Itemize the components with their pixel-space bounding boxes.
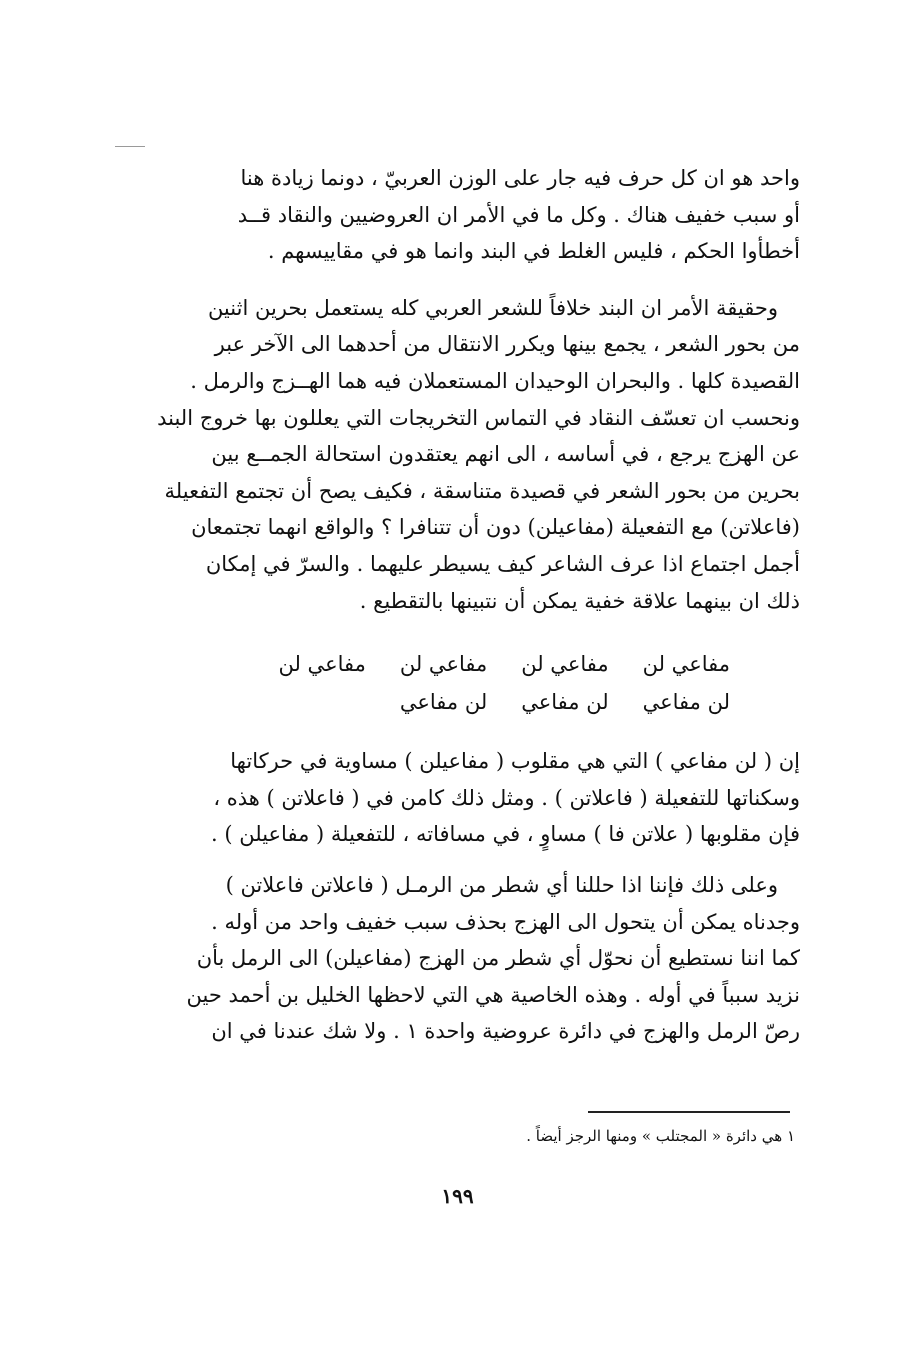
verse-block <box>120 645 800 721</box>
verse-line <box>120 645 800 683</box>
text-line: أخطأوا الحكم ، فليس الغلط في البند وانما هو في مقاييسهم . <box>267 239 800 264</box>
verse-foot: لن مفاعي <box>642 690 730 715</box>
paragraph-2 <box>120 290 800 619</box>
text-line: وجدناه يمكن أن يتحول الى الهزج بحذف سبب خفيف واحد من أوله . <box>211 909 800 934</box>
text-line: من بحور الشعر ، يجمع بينها ويكرر الانتقال من أحدهما الى الآخر عبر <box>214 332 800 357</box>
paragraph-1 <box>120 160 800 270</box>
footnote: ١ هي دائرة « المجتلب » ومنها الرجز أيضاً . <box>526 1127 795 1145</box>
paragraph-4 <box>120 867 800 1050</box>
verse-foot: مفاعي لن <box>278 652 366 677</box>
text-line: ونحسب ان تعسّف النقاد في التماس التخريجات التي يعللون بها خروج البند <box>157 405 800 430</box>
page-body <box>120 160 800 1050</box>
text-line: (فاعلاتن) مع التفعيلة (مفاعيلن) دون أن تتنافرا ؟ والواقع انهما تجتمعان <box>191 515 800 540</box>
page-number: ١٩٩ <box>441 1184 474 1208</box>
verse-foot: لن مفاعي <box>521 690 609 715</box>
text-line: فإن مقلوبها ( علاتن فا ) مساوٍ ، في مسافاته ، للتفعيلة ( مفاعيلن ) . <box>211 822 800 847</box>
text-line: القصيدة كلها . والبحران الوحيدان المستعملان فيه هما الهــزج والرمل . <box>190 368 800 393</box>
text-line: رصّ الرمل والهزج في دائرة عروضية واحدة ١ . ولا شك عندنا في ان <box>211 1019 800 1044</box>
text-line: إن ( لن مفاعي ) التي هي مقلوب ( مفاعيلن ) مساوية في حركاتها <box>230 749 800 774</box>
text-line: وحقيقة الأمر ان البند خلافاً للشعر العربي كله يستعمل بحرين اثنين <box>207 295 778 320</box>
text-line: ذلك ان بينهما علاقة خفية يمكن أن نتبينها بالتقطيع . <box>359 588 800 613</box>
text-line: أو سبب خفيف هناك . وكل ما في الأمر ان العروضيين والنقاد قــد <box>237 202 800 227</box>
verse-foot: مفاعي لن <box>521 652 609 677</box>
verse-line <box>120 683 800 721</box>
text-line: نزيد سبباً في أوله . وهذه الخاصية هي التي لاحظها الخليل بن أحمد حين <box>186 982 800 1007</box>
text-line: بحرين من بحور الشعر في قصيدة متناسقة ، فكيف يصح أن تجتمع التفعيلة <box>164 478 800 503</box>
text-line: واحد هو ان كل حرف فيه جار على الوزن العربيّ ، دونما زيادة هنا <box>240 166 800 190</box>
text-line: وسكناتها للتفعيلة ( فاعلاتن ) . ومثل ذلك كامن في ( فاعلاتن ) هذه ، <box>213 785 800 810</box>
stray-mark <box>115 146 145 147</box>
verse-foot: لن مفاعي <box>399 690 488 715</box>
text-line: عن الهزج يرجع ، في أساسه ، الى انهم يعتقدون استحالة الجمــع بين <box>211 442 800 467</box>
text-line: وعلى ذلك فإننا اذا حللنا أي شطر من الرمـل ( فاعلاتن فاعلاتن ) <box>225 872 778 897</box>
text-line: أجمل اجتماع اذا عرف الشاعر كيف يسيطر عليهما . والسرّ في إمكان <box>205 551 800 576</box>
paragraph-3 <box>120 743 800 853</box>
footnote-divider <box>588 1111 790 1113</box>
verse-foot: مفاعي لن <box>642 652 730 677</box>
verse-foot: مفاعي لن <box>399 652 488 677</box>
text-line: كما اننا نستطيع أن نحوّل أي شطر من الهزج (مفاعيلن) الى الرمل بأن <box>196 946 800 971</box>
